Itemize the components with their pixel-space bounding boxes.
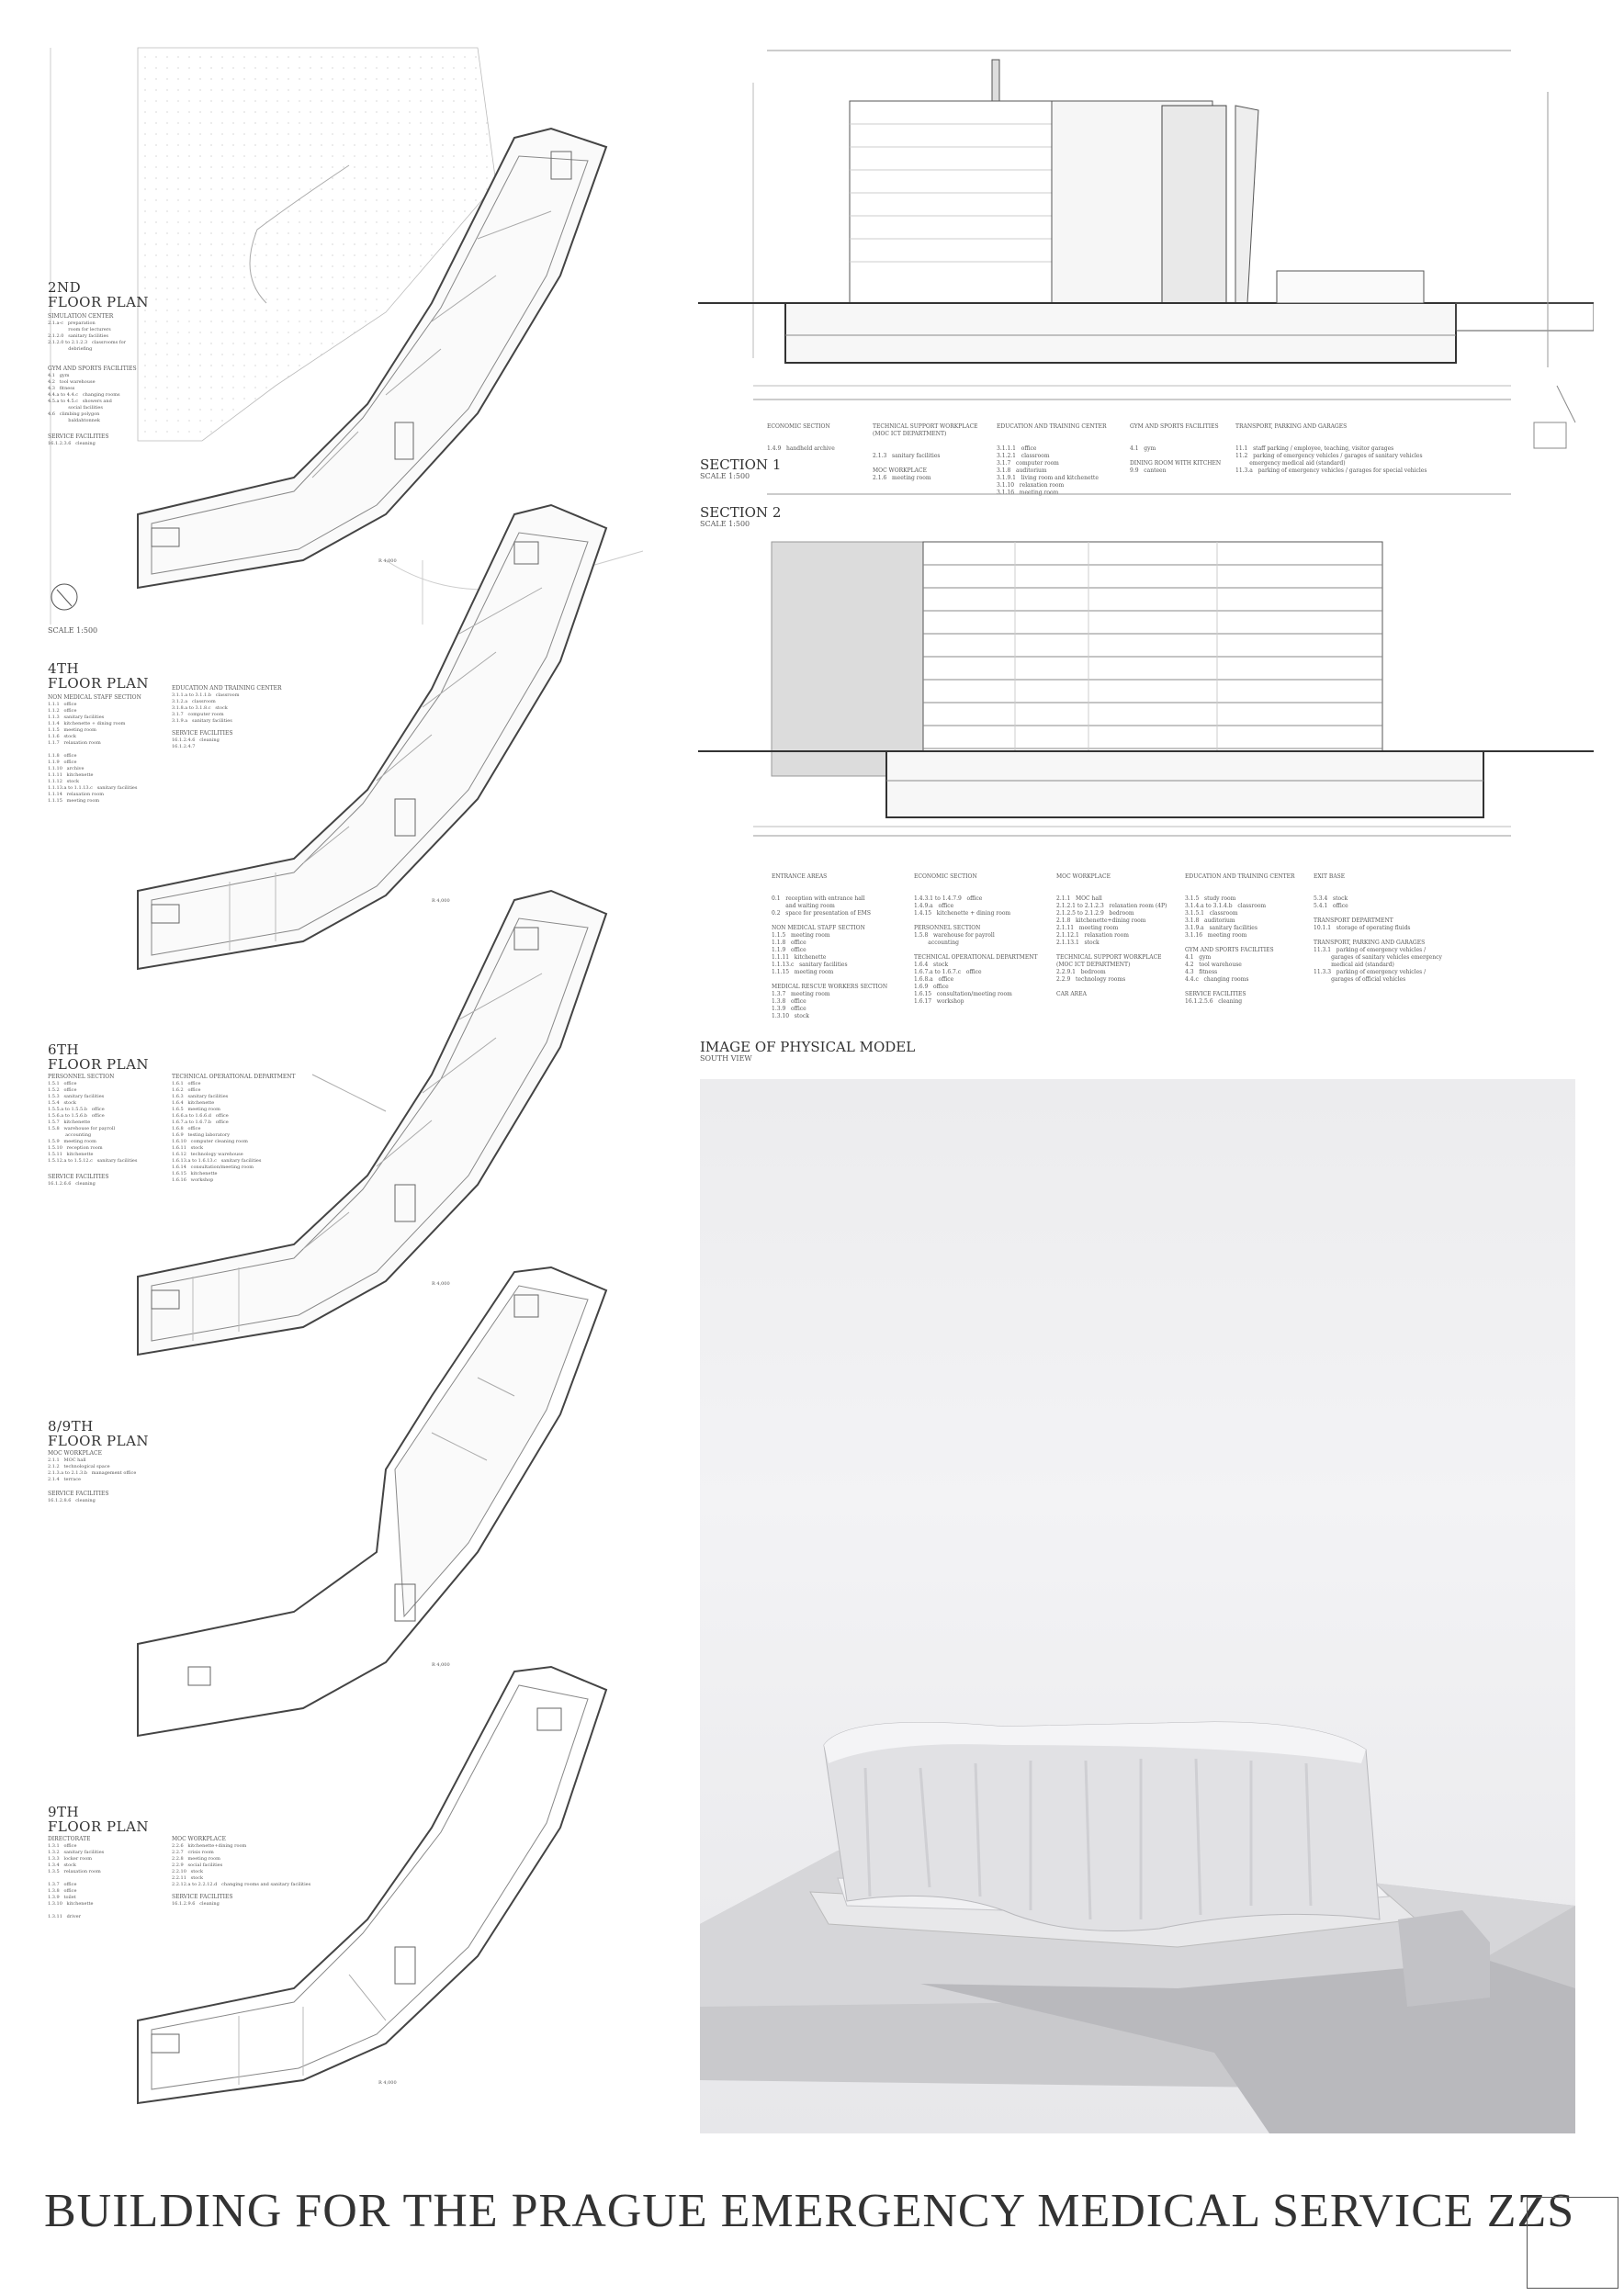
plan-title: FLOOR PLAN bbox=[48, 1433, 150, 1449]
radius-tag: R 4,000 bbox=[432, 1662, 450, 1668]
section-heading: SERVICE FACILITIES bbox=[172, 1894, 233, 1900]
plan-9th-legend bbox=[48, 1804, 311, 1972]
legend-column bbox=[1130, 409, 1221, 490]
legend-column bbox=[1235, 409, 1427, 490]
legend-items: 3.1.1.1 office 3.1.2.1 classroom 3.1.7 computer room 3.1.8 auditorium 3.1.9.1 living room and kitchenette 3.1.10 relaxation room 3.1.16 meeting room bbox=[997, 445, 1099, 496]
section-heading: MOC WORKPLACE bbox=[48, 1450, 102, 1457]
section-heading: SERVICE FACILITIES bbox=[172, 730, 233, 737]
legend-items: 1.5.1 office 1.5.2 office 1.5.3 sanitary facilities 1.5.4 stock 1.5.5.a to 1.5.5.b office 1.5.6.a to 1.5.6.b office 1.5.7 kitchenette 1.5.8 warehouse for payroll accounting 1.5.9 meeting room 1.5.10 reception room 1.5.11 kitchenette 1.5.12.a to 1.5.12.c sanitary facilities bbox=[48, 1081, 138, 1164]
plan-title: 4TH bbox=[48, 660, 80, 677]
plan-title: 9TH bbox=[48, 1804, 80, 1820]
section-heading: PERSONNEL SECTION bbox=[48, 1074, 115, 1080]
section-heading: SERVICE FACILITIES bbox=[48, 1174, 109, 1180]
legend-items: 16.1.2.4.6 cleaning 16.1.2.4.7 bbox=[172, 737, 220, 749]
legend-items: 2.1.3 sanitary facilities MOC WORKPLACE 2.1.6 meeting room bbox=[873, 453, 941, 481]
section-scale: SCALE 1:500 bbox=[700, 520, 750, 528]
legend-items: 1.6.1 office 1.6.2 office 1.6.3 sanitary facilities 1.6.4 kitchenette 1.6.5 meeting room 1.6.6.a to 1.6.6.d office 1.6.7.a to 1.6.7.b office 1.6.8 office 1.6.9 testing laboratory 1.6.10 computer cleaning room 1.6.11 stock 1.6.12 technology warehouse 1.6.13.a to 1.6.13.c sanitary facilities 1.6.14 consultation/meeting room 1.6.15 kitchenette 1.6.16 workshop bbox=[172, 1081, 262, 1183]
plan-title: 8/9TH bbox=[48, 1418, 94, 1435]
legend-column bbox=[1056, 859, 1167, 1013]
scale-note: SCALE 1:500 bbox=[48, 626, 98, 635]
plan-title: 2ND bbox=[48, 279, 82, 296]
legend-column bbox=[873, 409, 978, 497]
section-scale: SCALE 1:500 bbox=[700, 472, 750, 480]
section-1-title-block bbox=[700, 457, 781, 480]
legend-items: 0.1 reception with entrance hall and waiting room 0.2 space for presentation of EMS NON MEDICAL STAFF SECTION 1.1.5 meeting room 1.1.8 office 1.1.9 office 1.1.11 kitchenette 1.1.13.c sanitary facilities 1.1.15 meeting room MEDICAL RESCUE WORKERS SECTION 1.3.7 meeting room 1.3.8 office 1.3.9 office 1.3.10 stock bbox=[772, 895, 888, 1019]
section-title: SECTION 1 bbox=[700, 456, 782, 473]
legend-items: 2.1.1 MOC hall 2.1.2 technological space 2.1.3.a to 2.1.3.b management office 2.1.4 terrace bbox=[48, 1458, 137, 1482]
legend-items: 16.1.2.6.6 cleaning bbox=[48, 1181, 96, 1187]
section-title: SECTION 2 bbox=[700, 504, 782, 521]
section-heading: ECONOMIC SECTION bbox=[914, 873, 977, 880]
section-heading: GYM AND SPORTS FACILITIES bbox=[48, 366, 137, 372]
model-illustration bbox=[700, 1079, 1575, 2133]
section-heading: EDUCATION AND TRAINING CENTER bbox=[997, 423, 1107, 430]
model-subtitle: SOUTH VIEW bbox=[700, 1054, 752, 1063]
plan-title: 6TH bbox=[48, 1041, 80, 1058]
section-heading: TRANSPORT, PARKING AND GARAGES bbox=[1235, 423, 1348, 430]
section-heading: SIMULATION CENTER bbox=[48, 313, 114, 320]
plan-2nd-legend bbox=[48, 280, 176, 447]
section-heading: TECHNICAL SUPPORT WORKPLACE (MOC ICT DEPARTMENT) bbox=[873, 423, 978, 437]
legend-items: 16.1.2.9.6 cleaning bbox=[172, 1901, 220, 1907]
legend-items: 4.1 gym 4.2 tool warehouse 4.3 fitness 4.4.a to 4.4.c changing rooms 4.5.a to 4.5.c showers and social facilities 4.6 climbing polygon baldahtonnek bbox=[48, 373, 120, 423]
section-heading: MOC WORKPLACE bbox=[172, 1836, 226, 1842]
model-caption bbox=[700, 1040, 915, 1063]
plan-title: FLOOR PLAN bbox=[48, 294, 150, 310]
section-heading: EDUCATION AND TRAINING CENTER bbox=[172, 685, 282, 692]
legend-items: 1.3.1 office 1.3.2 sanitary facilities 1.3.3 locker room 1.3.4 stock 1.3.5 relaxation room 1.3.7 office 1.3.8 office 1.3.9 toilet 1.3.10 kitchenette 1.3.11 driver bbox=[48, 1843, 105, 1919]
legend-items: 2.2.6 kitchenette+dining room 2.2.7 crisis room 2.2.8 meeting room 2.2.9 social facilities 2.2.10 stock 2.2.11 stock 2.2.12.a to 2.2.12.d changing rooms and sanitary facilities bbox=[172, 1843, 311, 1887]
legend-items: 4.1 gym DINING ROOM WITH KITCHEN 9.9 canteen bbox=[1130, 445, 1222, 474]
main-title: BUILDING FOR THE PRAGUE EMERGENCY MEDICAL SERVICE ZZS bbox=[44, 2185, 1575, 2237]
section-1-legend bbox=[767, 409, 1594, 496]
radius-tag: R 4,000 bbox=[378, 2080, 397, 2086]
radius-tag: R 4,000 bbox=[432, 1281, 450, 1287]
section-heading: SERVICE FACILITIES bbox=[48, 1491, 109, 1497]
legend-items: 1.4.9 handheld archive bbox=[767, 445, 835, 452]
legend-items: 2.1.a-c preparation room for lecturers 2.1.2.0 sanitary facilities 2.1.2.0 to 2.1.2.3 classrooms for debriefing bbox=[48, 321, 127, 352]
legend-column bbox=[1314, 859, 1442, 998]
section-heading: GYM AND SPORTS FACILITIES bbox=[1130, 423, 1219, 430]
legend-items: 3.1.5 study room 3.1.4.a to 3.1.4.b classroom 3.1.5.1 classroom 3.1.8 auditorium 3.1.9.a sanitary facilities 3.1.16 meeting room GYM AND SPORTS FACILITIES 4.1 gym 4.2 tool warehouse 4.3 fitness 4.4.c changing rooms SERVICE FACILITIES 16.1.2.5.6 cleaning bbox=[1185, 895, 1274, 1005]
legend-items: 16.1.2.8.6 cleaning bbox=[48, 1498, 96, 1503]
plan-title: FLOOR PLAN bbox=[48, 1818, 150, 1835]
title-block-frame bbox=[1527, 2197, 1618, 2289]
legend-column bbox=[772, 859, 887, 1035]
section-heading: SERVICE FACILITIES bbox=[48, 433, 109, 440]
model-photo bbox=[700, 1079, 1575, 2133]
section-heading: ECONOMIC SECTION bbox=[767, 423, 830, 430]
plan-8-9th-legend bbox=[48, 1419, 195, 1504]
model-title: IMAGE OF PHYSICAL MODEL bbox=[700, 1039, 916, 1055]
plan-title: FLOOR PLAN bbox=[48, 675, 150, 692]
plan-title: FLOOR PLAN bbox=[48, 1056, 150, 1073]
legend-items: 11.1 staff parking / employee, teaching, visitor garages 11.2 parking of emergency vehicles / garages of sanitary vehicles emergency medical aid (standard) 11.3.a parking of emergency vehicles / garages for special vehicles bbox=[1235, 445, 1427, 474]
radius-tag: R 4,000 bbox=[378, 558, 397, 564]
radius-tag: R 4,000 bbox=[432, 898, 450, 904]
legend-items: 2.1.1 MOC hall 2.1.2.1 to 2.1.2.3 relaxation room (4P) 2.1.2.5 to 2.1.2.9 bedroom 2.1.8 kitchenette+dining room 2.1.11 meeting room 2.1.12.1 relaxation room 2.1.13.1 stock TECHNICAL SUPPORT WORKPLACE (MOC ICT DEPARTMENT) 2.2.9.1 bedroom 2.2.9 technology rooms CAR AREA bbox=[1056, 895, 1167, 997]
section-heading: MOC WORKPLACE bbox=[1056, 873, 1111, 880]
legend-column bbox=[914, 859, 1037, 1020]
section-heading: DIRECTORATE bbox=[48, 1836, 91, 1842]
legend-items: 5.3.4 stock 5.4.1 office TRANSPORT DEPARTMENT 10.1.1 storage of operating fluids TRANSPORT, PARKING AND GARAGES 11.3.1 parking of emergency vehicles / garages of sanitary vehicles emergency medical aid (standard) 11.3.3 parking of emergency vehicles / garages of official vehicles bbox=[1314, 895, 1442, 983]
section-heading: EDUCATION AND TRAINING CENTER bbox=[1185, 873, 1295, 880]
plan-4th-legend bbox=[48, 661, 305, 828]
legend-items: 16.1.2.3.6 cleaning bbox=[48, 441, 96, 446]
legend-items: 3.1.1.a to 3.1.1.b classroom 3.1.2.a classroom 3.1.8.a to 3.1.8.c stock 3.1.7 computer room 3.1.9.a sanitary facilities bbox=[172, 692, 240, 724]
section-heading: ENTRANCE AREAS bbox=[772, 873, 828, 880]
plan-6th-legend bbox=[48, 1042, 305, 1228]
legend-items: 1.4.3.1 to 1.4.7.9 office 1.4.9.a office 1.4.15 kitchenette + dining room PERSONNEL SECTION 1.5.8 warehouse for payroll accounting TECHNICAL OPERATIONAL DEPARTMENT 1.6.4 stock 1.6.7.a to 1.6.7.c office 1.6.8.a office 1.6.9 office 1.6.15 consultation/meeting room 1.6.17 workshop bbox=[914, 895, 1038, 1005]
section-heading: EXIT BASE bbox=[1314, 873, 1346, 880]
section-2-legend bbox=[772, 859, 1598, 1019]
section-2-drawing bbox=[698, 487, 1594, 863]
section-heading: NON MEDICAL STAFF SECTION bbox=[48, 694, 141, 701]
legend-column bbox=[1185, 859, 1295, 1020]
section-heading: TECHNICAL OPERATIONAL DEPARTMENT bbox=[172, 1074, 296, 1080]
legend-items: 1.1.1 office 1.1.2 office 1.1.3 sanitary facilities 1.1.4 kitchenette + dining room 1.1.5 meeting room 1.1.6 stock 1.1.7 relaxation room 1.1.8 office 1.1.9 office 1.1.10 archive 1.1.11 kitchenette 1.1.12 stock 1.1.13.a to 1.1.13.c sanitary facilities 1.1.14 relaxation room 1.1.15 meeting room bbox=[48, 702, 138, 804]
